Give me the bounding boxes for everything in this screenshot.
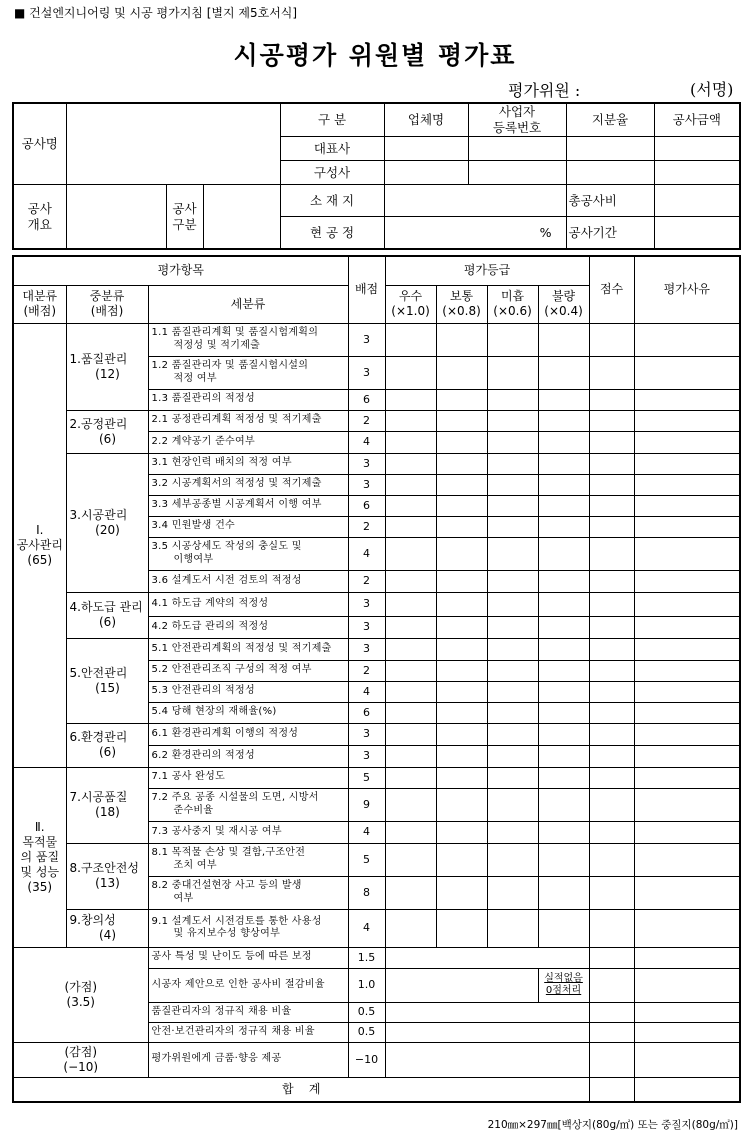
score-field[interactable] (589, 681, 634, 702)
detail-item: 4.2 하도급 관리의 적정성 (148, 616, 348, 638)
reason-field[interactable] (634, 660, 740, 681)
period-field[interactable] (654, 217, 740, 250)
page-title: 시공평가 위원별 평가표 (233, 41, 517, 70)
grade-bad-cell[interactable] (538, 821, 589, 843)
grade-bad-cell[interactable] (538, 323, 589, 356)
company-name-header: 업체명 (384, 103, 468, 137)
total-score-field[interactable] (589, 1077, 634, 1102)
grade-excellent-cell[interactable] (385, 723, 436, 745)
grade-normal-cell[interactable] (436, 909, 487, 947)
grade-bad-cell[interactable] (538, 745, 589, 767)
score-field[interactable] (589, 843, 634, 876)
grade-poor-cell[interactable] (487, 389, 538, 410)
reason-field[interactable] (634, 821, 740, 843)
reason-field[interactable] (634, 453, 740, 474)
grade-normal-cell[interactable] (436, 843, 487, 876)
business-number-header: 사업자 등록번호 (468, 103, 566, 137)
detail-item: 5.1 안전관리계획의 적정성 및 적기제출 (148, 638, 348, 660)
grade-excellent-cell[interactable] (385, 389, 436, 410)
progress-field[interactable] (384, 217, 566, 250)
grade-excellent-cell[interactable] (385, 616, 436, 638)
reason-field[interactable] (634, 474, 740, 495)
grade-poor-cell[interactable] (487, 660, 538, 681)
grade-poor-cell[interactable] (487, 876, 538, 909)
grade-excellent-cell[interactable] (385, 410, 436, 431)
grade-header: 평가등급 (385, 256, 589, 285)
grade-excellent-cell[interactable] (385, 681, 436, 702)
grade-normal-cell[interactable] (436, 638, 487, 660)
grade-normal-cell[interactable] (436, 453, 487, 474)
score-field[interactable] (589, 410, 634, 431)
grade-excellent-cell[interactable] (385, 843, 436, 876)
grade-poor-cell[interactable] (487, 723, 538, 745)
mid-category: 1.품질관리 (12) (66, 323, 148, 410)
detail-item: 4.1 하도급 계약의 적정성 (148, 592, 348, 616)
grade-normal-header: 보통 (×0.8) (436, 285, 487, 323)
detail-item: 2.1 공정관리계획 적정성 및 적기제출 (148, 410, 348, 431)
detail-item: 6.2 환경관리의 적정성 (148, 745, 348, 767)
score-field[interactable] (589, 516, 634, 537)
reason-field[interactable] (634, 592, 740, 616)
detail-item: 2.2 계약공기 준수여부 (148, 431, 348, 453)
grade-bad-cell[interactable] (538, 410, 589, 431)
score-field[interactable] (589, 638, 634, 660)
representative-label: 대표사 (280, 137, 384, 161)
grade-normal-cell[interactable] (436, 702, 487, 723)
allocated-score: 3 (348, 474, 385, 495)
member-label: 구성사 (280, 161, 384, 185)
grade-bad-cell[interactable] (538, 495, 589, 516)
reason-field[interactable] (634, 638, 740, 660)
bonus-grade-cell[interactable] (385, 968, 538, 1002)
detail-item: 1.2 품질관리자 및 품질시험시설의 적정 여부 (148, 356, 348, 389)
mid-category: 7.시공품질 (18) (66, 767, 148, 843)
signature-label: (서명) (690, 80, 734, 99)
grade-poor-cell[interactable] (487, 323, 538, 356)
bonus-item: 안전·보건관리자의 정규직 채용 비율 (148, 1022, 348, 1042)
allocated-score: 6 (348, 702, 385, 723)
grade-excellent-cell[interactable] (385, 702, 436, 723)
grade-poor-cell[interactable] (487, 356, 538, 389)
detail-item: 8.1 목적물 손상 및 결함,구조안전 조치 여부 (148, 843, 348, 876)
grade-excellent-cell[interactable] (385, 356, 436, 389)
grade-excellent-cell[interactable] (385, 745, 436, 767)
mid-category: 2.공정관리 (6) (66, 410, 148, 453)
score-field[interactable] (589, 495, 634, 516)
reason-field[interactable] (634, 570, 740, 592)
total-label: 합 계 (13, 1077, 589, 1102)
score-field[interactable] (589, 821, 634, 843)
mid-category: 3.시공관리 (20) (66, 453, 148, 592)
grade-normal-cell[interactable] (436, 681, 487, 702)
score-field[interactable] (589, 453, 634, 474)
grade-bad-cell[interactable] (538, 660, 589, 681)
grade-poor-cell[interactable] (487, 681, 538, 702)
reason-field[interactable] (634, 909, 740, 947)
grade-excellent-cell[interactable] (385, 767, 436, 788)
total-cost-field[interactable] (654, 185, 740, 217)
mid-category: 9.창의성 (4) (66, 909, 148, 947)
grade-bad-cell[interactable] (538, 537, 589, 570)
allocated-score: 5 (348, 843, 385, 876)
grade-excellent-cell[interactable] (385, 516, 436, 537)
allocated-score: 3 (348, 323, 385, 356)
detail-item: 6.1 환경관리계획 이행의 적정성 (148, 723, 348, 745)
mid-category: 8.구조안전성 (13) (66, 843, 148, 909)
reason-field[interactable] (634, 767, 740, 788)
detail-item: 3.4 민원발생 건수 (148, 516, 348, 537)
location-field[interactable] (384, 185, 566, 217)
grade-normal-cell[interactable] (436, 876, 487, 909)
allocated-score: 3 (348, 356, 385, 389)
major-category-2: Ⅱ. 목적물 의 품질 및 성능 (35) (13, 767, 66, 947)
allocated-score: 2 (348, 660, 385, 681)
major-category-1: Ⅰ. 공사관리 (65) (13, 323, 66, 767)
project-name-field[interactable] (66, 103, 280, 185)
grade-poor-cell[interactable] (487, 638, 538, 660)
bonus-score-field[interactable] (589, 1002, 634, 1022)
detail-item: 7.3 공사중지 및 재시공 여부 (148, 821, 348, 843)
reason-field[interactable] (634, 702, 740, 723)
detail-item: 9.1 설계도서 시전검토를 통한 사용성 및 유지보수성 향상여부 (148, 909, 348, 947)
bonus-item: 품질관리자의 정규직 채용 비율 (148, 1002, 348, 1022)
bonus-reason-field[interactable] (634, 1002, 740, 1022)
grade-normal-cell[interactable] (436, 516, 487, 537)
grade-excellent-cell[interactable] (385, 788, 436, 821)
evaluation-table (12, 255, 741, 1103)
grade-poor-cell[interactable] (487, 616, 538, 638)
penalty-category: (감점) (−10) (13, 1042, 148, 1077)
grade-normal-cell[interactable] (436, 570, 487, 592)
grade-excellent-cell[interactable] (385, 453, 436, 474)
score-field[interactable] (589, 616, 634, 638)
no-record-note: 실적없음 0점처리 (538, 968, 589, 1002)
percent-sign: % (539, 224, 552, 240)
share-ratio-header: 지분율 (566, 103, 654, 137)
allocated-score: 3 (348, 453, 385, 474)
detail-item: 3.3 세부공종별 시공계획서 이행 여부 (148, 495, 348, 516)
detail-item: 3.5 시공상세도 작성의 충실도 및 이행여부 (148, 537, 348, 570)
reason-field[interactable] (634, 431, 740, 453)
detail-item: 1.1 품질관리계획 및 품질시험계획의 적정성 및 적기제출 (148, 323, 348, 356)
reason-field[interactable] (634, 323, 740, 356)
grade-excellent-cell[interactable] (385, 323, 436, 356)
allocated-score: 5 (348, 767, 385, 788)
score-field[interactable] (589, 431, 634, 453)
rep-amount-field[interactable] (654, 137, 740, 161)
reason-field[interactable] (634, 876, 740, 909)
reason-field[interactable] (634, 495, 740, 516)
grade-bad-cell[interactable] (538, 616, 589, 638)
detail-item: 5.3 안전관리의 적정성 (148, 681, 348, 702)
grade-poor-cell[interactable] (487, 410, 538, 431)
allocated-score: 4 (348, 537, 385, 570)
detail-item: 7.2 주요 공종 시설물의 도면, 시방서 준수비율 (148, 788, 348, 821)
grade-bad-cell[interactable] (538, 909, 589, 947)
grade-normal-cell[interactable] (436, 767, 487, 788)
grade-bad-cell[interactable] (538, 767, 589, 788)
grade-bad-cell[interactable] (538, 681, 589, 702)
allocated-score: 4 (348, 431, 385, 453)
grade-poor-cell[interactable] (487, 431, 538, 453)
grade-normal-cell[interactable] (436, 821, 487, 843)
member-bizno-field[interactable] (468, 161, 566, 185)
overview-label: 공사 개요 (13, 185, 66, 250)
bonus-reason-field[interactable] (634, 1022, 740, 1042)
grade-excellent-cell[interactable] (385, 592, 436, 616)
grade-excellent-cell[interactable] (385, 660, 436, 681)
grade-bad-cell[interactable] (538, 389, 589, 410)
detail-header: 세분류 (148, 285, 348, 323)
allocated-score: 2 (348, 570, 385, 592)
grade-excellent-cell[interactable] (385, 638, 436, 660)
reason-field[interactable] (634, 681, 740, 702)
grade-bad-cell[interactable] (538, 843, 589, 876)
project-type-label: 공사 구분 (166, 185, 203, 250)
items-header: 평가항목 (13, 256, 348, 285)
progress-label: 현 공 정 (280, 217, 384, 250)
bonus-reason-field[interactable] (634, 947, 740, 968)
allocated-score: 2 (348, 516, 385, 537)
score-header: 점수 (589, 256, 634, 323)
reason-field[interactable] (634, 516, 740, 537)
penalty-score-field[interactable] (589, 1042, 634, 1077)
score-field[interactable] (589, 702, 634, 723)
score-field[interactable] (589, 723, 634, 745)
score-field[interactable] (589, 323, 634, 356)
grade-bad-header: 불량 (×0.4) (538, 285, 589, 323)
grade-normal-cell[interactable] (436, 660, 487, 681)
grade-poor-cell[interactable] (487, 821, 538, 843)
detail-item: 7.1 공사 완성도 (148, 767, 348, 788)
allocated-score: 2 (348, 410, 385, 431)
grade-excellent-cell[interactable] (385, 537, 436, 570)
grade-excellent-cell[interactable] (385, 495, 436, 516)
score-field[interactable] (589, 745, 634, 767)
bonus-reason-field[interactable] (634, 968, 740, 1002)
project-name-label: 공사명 (13, 103, 66, 185)
member-amount-field[interactable] (654, 161, 740, 185)
score-field[interactable] (589, 767, 634, 788)
detail-item: 5.2 안전관리조직 구성의 적정 여부 (148, 660, 348, 681)
bonus-score-field[interactable] (589, 947, 634, 968)
bonus-item: 시공자 제안으로 인한 공사비 절감비율 (148, 968, 348, 1002)
grade-excellent-cell[interactable] (385, 909, 436, 947)
allocated-score: 3 (348, 616, 385, 638)
allocated-score: 4 (348, 821, 385, 843)
grade-bad-cell[interactable] (538, 723, 589, 745)
grade-poor-cell[interactable] (487, 788, 538, 821)
score-field[interactable] (589, 660, 634, 681)
grade-excellent-cell[interactable] (385, 821, 436, 843)
penalty-reason-field[interactable] (634, 1042, 740, 1077)
form-reference-note: ■ 건설엔지니어링 및 시공 평가지침 [별지 제5호서식] (14, 6, 298, 20)
grade-poor-cell[interactable] (487, 495, 538, 516)
grade-poor-cell[interactable] (487, 592, 538, 616)
grade-bad-cell[interactable] (538, 516, 589, 537)
project-type-field[interactable] (203, 185, 280, 250)
alloc-header: 배점 (348, 256, 385, 323)
penalty-score: −10 (348, 1042, 385, 1077)
allocated-score: 3 (348, 638, 385, 660)
grade-excellent-cell[interactable] (385, 570, 436, 592)
grade-normal-cell[interactable] (436, 356, 487, 389)
bonus-grade-cell[interactable] (385, 1002, 589, 1022)
rep-company-field[interactable] (384, 137, 468, 161)
grade-poor-cell[interactable] (487, 453, 538, 474)
grade-normal-cell[interactable] (436, 537, 487, 570)
grade-normal-cell[interactable] (436, 723, 487, 745)
allocated-score: 4 (348, 681, 385, 702)
grade-normal-cell[interactable] (436, 592, 487, 616)
grade-poor-cell[interactable] (487, 843, 538, 876)
reason-header: 평가사유 (634, 256, 740, 323)
grade-normal-cell[interactable] (436, 389, 487, 410)
total-reason-field[interactable] (634, 1077, 740, 1102)
grade-bad-cell[interactable] (538, 356, 589, 389)
reason-field[interactable] (634, 723, 740, 745)
grade-poor-cell[interactable] (487, 909, 538, 947)
detail-item: 8.2 중대건설현장 사고 등의 발생 여부 (148, 876, 348, 909)
grade-bad-cell[interactable] (538, 431, 589, 453)
score-field[interactable] (589, 876, 634, 909)
bonus-score-field[interactable] (589, 1022, 634, 1042)
grade-bad-cell[interactable] (538, 474, 589, 495)
reason-field[interactable] (634, 389, 740, 410)
bonus-score: 1.0 (348, 968, 385, 1002)
grade-poor-cell[interactable] (487, 537, 538, 570)
grade-bad-cell[interactable] (538, 638, 589, 660)
score-field[interactable] (589, 474, 634, 495)
score-field[interactable] (589, 389, 634, 410)
grade-excellent-header: 우수 (×1.0) (385, 285, 436, 323)
grade-poor-cell[interactable] (487, 474, 538, 495)
total-cost-label: 총공사비 (566, 185, 654, 217)
score-field[interactable] (589, 909, 634, 947)
grade-bad-cell[interactable] (538, 702, 589, 723)
mid-category: 5.안전관리 (15) (66, 638, 148, 723)
reason-field[interactable] (634, 745, 740, 767)
reason-field[interactable] (634, 843, 740, 876)
grade-normal-cell[interactable] (436, 431, 487, 453)
evaluator-label: 평가위원 : (508, 81, 581, 100)
grade-normal-cell[interactable] (436, 323, 487, 356)
grade-poor-cell[interactable] (487, 767, 538, 788)
allocated-score: 3 (348, 592, 385, 616)
reason-field[interactable] (634, 410, 740, 431)
member-share-field[interactable] (566, 161, 654, 185)
detail-item: 3.6 설계도서 시전 검토의 적정성 (148, 570, 348, 592)
bonus-score: 1.5 (348, 947, 385, 968)
grade-poor-cell[interactable] (487, 516, 538, 537)
grade-excellent-cell[interactable] (385, 431, 436, 453)
allocated-score: 4 (348, 909, 385, 947)
mid-category: 6.환경관리 (6) (66, 723, 148, 767)
allocated-score: 3 (348, 723, 385, 745)
reason-field[interactable] (634, 356, 740, 389)
location-label: 소 재 지 (280, 185, 384, 217)
bonus-item: 공사 특성 및 난이도 등에 따른 보정 (148, 947, 348, 968)
score-field[interactable] (589, 788, 634, 821)
grade-poor-cell[interactable] (487, 702, 538, 723)
bonus-grade-cell[interactable] (385, 947, 589, 968)
grade-poor-cell[interactable] (487, 745, 538, 767)
detail-item: 3.1 현장인력 배치의 적정 여부 (148, 453, 348, 474)
allocated-score: 6 (348, 495, 385, 516)
allocated-score: 3 (348, 745, 385, 767)
score-field[interactable] (589, 592, 634, 616)
bonus-category: (가점) (3.5) (13, 947, 148, 1042)
grade-normal-cell[interactable] (436, 410, 487, 431)
grade-poor-header: 미흡 (×0.6) (487, 285, 538, 323)
allocated-score: 6 (348, 389, 385, 410)
penalty-item: 평가위원에게 금품·향응 제공 (148, 1042, 348, 1077)
grade-bad-cell[interactable] (538, 876, 589, 909)
bonus-score: 0.5 (348, 1022, 385, 1042)
grade-bad-cell[interactable] (538, 570, 589, 592)
grade-bad-cell[interactable] (538, 592, 589, 616)
grade-normal-cell[interactable] (436, 745, 487, 767)
grade-normal-cell[interactable] (436, 474, 487, 495)
grade-excellent-cell[interactable] (385, 876, 436, 909)
reason-field[interactable] (634, 537, 740, 570)
overview-field[interactable] (66, 185, 166, 250)
project-info-table (12, 102, 741, 250)
grade-normal-cell[interactable] (436, 616, 487, 638)
grade-bad-cell[interactable] (538, 453, 589, 474)
major-header: 대분류 (배점) (13, 285, 66, 323)
detail-item: 5.4 당해 현장의 재해율(%) (148, 702, 348, 723)
mid-header: 중분류 (배점) (66, 285, 148, 323)
rep-bizno-field[interactable] (468, 137, 566, 161)
mid-category: 4.하도급 관리 (6) (66, 592, 148, 638)
period-label: 공사기간 (566, 217, 654, 250)
bonus-grade-cell[interactable] (385, 1022, 589, 1042)
bonus-score-field[interactable] (589, 968, 634, 1002)
contract-amount-header: 공사금액 (654, 103, 740, 137)
score-field[interactable] (589, 570, 634, 592)
score-field[interactable] (589, 356, 634, 389)
reason-field[interactable] (634, 788, 740, 821)
score-field[interactable] (589, 537, 634, 570)
grade-excellent-cell[interactable] (385, 474, 436, 495)
bonus-score: 0.5 (348, 1002, 385, 1022)
allocated-score: 9 (348, 788, 385, 821)
rep-share-field[interactable] (566, 137, 654, 161)
detail-item: 1.3 품질관리의 적정성 (148, 389, 348, 410)
detail-item: 3.2 시공계획서의 적정성 및 적기제출 (148, 474, 348, 495)
penalty-grade-cell[interactable] (385, 1042, 589, 1077)
paper-spec-footer: 210㎜×297㎜[백상지(80g/㎡) 또는 중질지(80g/㎡)] (487, 1119, 738, 1131)
reason-field[interactable] (634, 616, 740, 638)
allocated-score: 8 (348, 876, 385, 909)
grade-poor-cell[interactable] (487, 570, 538, 592)
grade-normal-cell[interactable] (436, 495, 487, 516)
grade-bad-cell[interactable] (538, 788, 589, 821)
member-company-field[interactable] (384, 161, 468, 185)
grade-normal-cell[interactable] (436, 788, 487, 821)
division-header: 구 분 (280, 103, 384, 137)
